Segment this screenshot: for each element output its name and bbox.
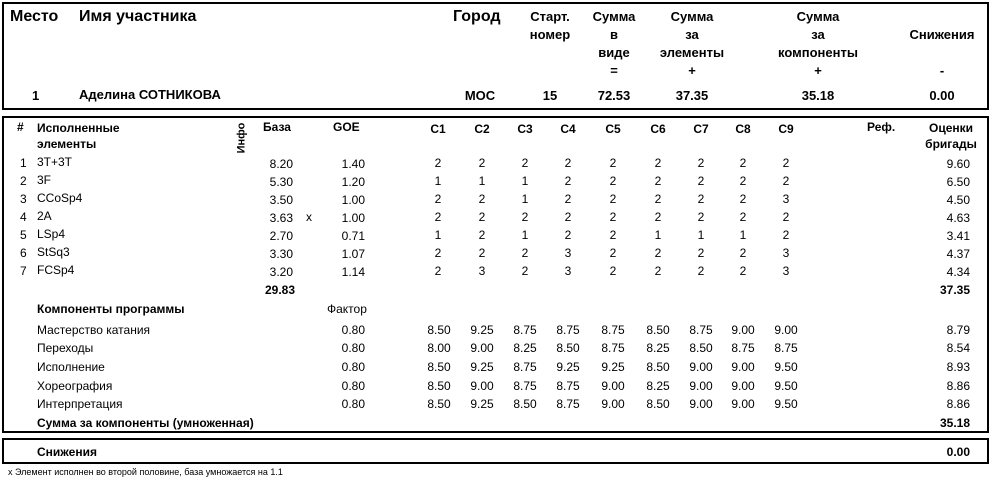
header-name: Имя участника: [79, 8, 197, 25]
judge-score: 8.00: [427, 341, 451, 355]
component-score: 8.86: [946, 397, 970, 411]
judge-score: 2: [782, 210, 790, 224]
col-c9-header: C9: [778, 122, 794, 136]
judge-score: 9.25: [601, 360, 625, 374]
judge-score: 8.25: [646, 341, 670, 355]
elements-score-total: 37.35: [939, 283, 970, 297]
judge-score: 2: [739, 174, 747, 188]
judge-score: 2: [609, 228, 617, 242]
judge-score: 3: [478, 264, 486, 278]
judge-score: 2: [564, 210, 572, 224]
judge-score: 9.00: [689, 360, 713, 374]
judge-score: 2: [478, 246, 486, 260]
judge-score: 9.00: [731, 360, 755, 374]
element-num: 4: [20, 210, 27, 224]
deductions-value: 0.00: [946, 445, 970, 459]
element-info: x: [306, 210, 312, 224]
judge-score: 9.25: [470, 323, 494, 337]
judge-score: 3: [564, 264, 572, 278]
element-goe: 1.14: [341, 265, 365, 279]
element-score: 6.50: [946, 175, 970, 189]
element-base: 3.30: [269, 247, 293, 261]
element-num: 2: [20, 174, 27, 188]
judge-score: 3: [782, 246, 790, 260]
judge-score: 1: [739, 228, 747, 242]
judge-score: 9.25: [470, 360, 494, 374]
judge-score: 1: [434, 228, 442, 242]
judge-score: 8.75: [513, 379, 537, 393]
judge-score: 9.00: [774, 323, 798, 337]
skater-elements: 37.35: [675, 88, 709, 103]
judge-score: 2: [697, 210, 705, 224]
judge-score: 2: [697, 174, 705, 188]
judge-score: 2: [654, 210, 662, 224]
judge-score: 8.50: [646, 323, 670, 337]
judge-score: 2: [609, 192, 617, 206]
judge-score: 2: [478, 228, 486, 242]
skater-total: 72.53: [597, 88, 631, 103]
judge-score: 9.25: [556, 360, 580, 374]
components-total-label: Сумма за компоненты (умноженная): [37, 416, 254, 430]
col-goe-header: GOE: [333, 120, 360, 134]
judge-score: 2: [739, 192, 747, 206]
header-deductions-sign: -: [939, 63, 945, 78]
judge-score: 2: [564, 174, 572, 188]
col-info-header: Инфо: [235, 122, 247, 154]
col-c2-header: C2: [474, 122, 490, 136]
skater-name: Аделина СОТНИКОВА: [79, 87, 221, 102]
skater-components: 35.18: [801, 88, 835, 103]
judge-score: 2: [521, 156, 529, 170]
judge-score: 9.00: [470, 379, 494, 393]
judge-score: 8.75: [731, 341, 755, 355]
judge-score: 2: [478, 156, 486, 170]
judge-score: 8.75: [556, 379, 580, 393]
judge-score: 8.75: [556, 397, 580, 411]
judge-score: 2: [697, 264, 705, 278]
judge-score: 8.50: [427, 397, 451, 411]
component-name: Хореография: [37, 379, 113, 393]
col-ref-header: Реф.: [867, 120, 896, 134]
judge-score: 8.50: [513, 397, 537, 411]
element-code: 2A: [37, 209, 52, 223]
element-score: 4.37: [946, 247, 970, 261]
element-goe: 1.00: [341, 211, 365, 225]
element-goe: 1.07: [341, 247, 365, 261]
judge-score: 1: [521, 192, 529, 206]
deductions-label: Снижения: [37, 445, 97, 459]
col-base-header: База: [263, 120, 291, 134]
col-c6-header: C6: [650, 122, 666, 136]
header-deductions: Снижения: [909, 27, 975, 42]
judge-score: 2: [609, 156, 617, 170]
component-score: 8.54: [946, 341, 970, 355]
judge-score: 9.00: [689, 379, 713, 393]
col-num-header: #: [17, 120, 24, 134]
header-total: Сумма в виде =: [592, 9, 636, 78]
judge-score: 8.25: [513, 341, 537, 355]
component-name: Мастерство катания: [37, 323, 151, 337]
col-executed-header: Исполненные элементы: [37, 121, 120, 151]
judge-score: 8.75: [689, 323, 713, 337]
component-factor: 0.80: [341, 397, 365, 411]
element-score: 9.60: [946, 157, 970, 171]
judge-score: 1: [521, 174, 529, 188]
judge-score: 8.75: [513, 323, 537, 337]
element-num: 7: [20, 264, 27, 278]
judge-score: 8.75: [556, 323, 580, 337]
element-score: 4.34: [946, 265, 970, 279]
element-code: FCSp4: [37, 263, 75, 277]
judge-score: 9.25: [470, 397, 494, 411]
judge-score: 1: [521, 228, 529, 242]
judge-score: 2: [609, 210, 617, 224]
judge-score: 2: [434, 246, 442, 260]
judge-score: 8.50: [427, 360, 451, 374]
header-city: Город: [453, 8, 501, 25]
judge-score: 2: [478, 192, 486, 206]
component-name: Интерпретация: [37, 397, 123, 411]
element-base: 3.20: [269, 265, 293, 279]
element-goe: 1.40: [341, 157, 365, 171]
judge-score: 2: [697, 192, 705, 206]
component-factor: 0.80: [341, 360, 365, 374]
component-factor: 0.80: [341, 323, 365, 337]
judge-score: 2: [609, 264, 617, 278]
deductions-box: [2, 438, 989, 464]
judge-score: 9.50: [774, 360, 798, 374]
judge-score: 9.00: [689, 397, 713, 411]
judge-score: 9.00: [731, 323, 755, 337]
skater-start-no: 15: [542, 88, 558, 103]
col-c5-header: C5: [605, 122, 621, 136]
element-num: 1: [20, 156, 27, 170]
judge-score: 9.50: [774, 397, 798, 411]
components-total: 35.18: [939, 416, 970, 430]
col-c4-header: C4: [560, 122, 576, 136]
element-score: 3.41: [946, 229, 970, 243]
element-base: 3.63: [269, 211, 293, 225]
judge-score: 2: [654, 264, 662, 278]
col-panel-header: Оценки бригады: [925, 121, 977, 151]
element-code: LSp4: [37, 227, 66, 241]
component-score: 8.93: [946, 360, 970, 374]
judge-score: 9.00: [601, 397, 625, 411]
component-factor: 0.80: [341, 341, 365, 355]
component-name: Исполнение: [37, 360, 105, 374]
element-score: 4.63: [946, 211, 970, 225]
judge-score: 2: [434, 264, 442, 278]
element-code: 3F: [37, 173, 52, 187]
judge-score: 2: [739, 210, 747, 224]
element-num: 3: [20, 192, 27, 206]
col-c7-header: C7: [693, 122, 709, 136]
skater-deductions: 0.00: [929, 88, 955, 103]
element-base: 5.30: [269, 175, 293, 189]
skater-place: 1: [32, 88, 40, 103]
judge-score: 3: [782, 264, 790, 278]
judge-score: 2: [564, 228, 572, 242]
judge-score: 2: [739, 156, 747, 170]
header-components: Сумма за компоненты +: [778, 9, 858, 78]
judge-score: 2: [434, 156, 442, 170]
element-goe: 1.00: [341, 193, 365, 207]
judge-score: 8.50: [646, 360, 670, 374]
element-goe: 1.20: [341, 175, 365, 189]
header-place: Место: [10, 8, 59, 25]
judge-score: 2: [697, 156, 705, 170]
judge-score: 9.00: [601, 379, 625, 393]
judge-score: 2: [521, 246, 529, 260]
judge-score: 2: [782, 228, 790, 242]
element-num: 6: [20, 246, 27, 260]
judge-score: 2: [521, 210, 529, 224]
judge-score: 1: [478, 174, 486, 188]
judge-score: 9.00: [731, 379, 755, 393]
component-name: Переходы: [37, 341, 94, 355]
judge-score: 8.50: [646, 397, 670, 411]
judge-score: 8.25: [646, 379, 670, 393]
col-c8-header: C8: [735, 122, 751, 136]
component-score: 8.86: [946, 379, 970, 393]
judge-score: 9.00: [731, 397, 755, 411]
col-c1-header: C1: [430, 122, 446, 136]
element-code: StSq3: [37, 245, 70, 259]
judge-score: 3: [564, 246, 572, 260]
judge-score: 8.75: [601, 323, 625, 337]
header-elements: Сумма за элементы +: [659, 9, 725, 78]
judge-score: 8.50: [427, 379, 451, 393]
element-num: 5: [20, 228, 27, 242]
component-factor: 0.80: [341, 379, 365, 393]
element-base: 3.50: [269, 193, 293, 207]
element-score: 4.50: [946, 193, 970, 207]
judge-score: 2: [654, 174, 662, 188]
judge-score: 1: [697, 228, 705, 242]
judge-score: 8.50: [556, 341, 580, 355]
judge-score: 2: [739, 264, 747, 278]
col-c3-header: C3: [517, 122, 533, 136]
element-code: 3T+3T: [37, 155, 73, 169]
judge-score: 2: [564, 192, 572, 206]
judge-score: 2: [609, 246, 617, 260]
judge-score: 8.75: [774, 341, 798, 355]
element-code: CCoSp4: [37, 191, 83, 205]
component-score: 8.79: [946, 323, 970, 337]
element-base: 2.70: [269, 229, 293, 243]
judge-score: 9.00: [470, 341, 494, 355]
judge-score: 2: [654, 192, 662, 206]
judge-score: 2: [697, 246, 705, 260]
judge-score: 2: [434, 210, 442, 224]
judge-score: 2: [521, 264, 529, 278]
judge-score: 1: [654, 228, 662, 242]
skater-city: МОС: [464, 88, 496, 103]
judge-score: 8.50: [689, 341, 713, 355]
header-start: Старт. номер: [529, 9, 571, 42]
judge-score: 2: [564, 156, 572, 170]
judge-score: 8.75: [601, 341, 625, 355]
factor-header: Фактор: [327, 302, 367, 316]
judge-score: 2: [478, 210, 486, 224]
judge-score: 8.50: [427, 323, 451, 337]
judge-score: 2: [782, 174, 790, 188]
judge-score: 1: [434, 174, 442, 188]
judge-score: 9.50: [774, 379, 798, 393]
judge-score: 2: [739, 246, 747, 260]
element-base: 8.20: [269, 157, 293, 171]
components-title: Компоненты программы: [37, 302, 185, 316]
judge-score: 2: [609, 174, 617, 188]
footnote: x Элемент исполнен во второй половине, база умножается на 1.1: [8, 467, 283, 477]
judge-score: 3: [782, 192, 790, 206]
judge-score: 8.75: [513, 360, 537, 374]
element-goe: 0.71: [341, 229, 365, 243]
base-total: 29.83: [264, 283, 295, 297]
judge-score: 2: [782, 156, 790, 170]
judge-score: 2: [654, 246, 662, 260]
judge-score: 2: [654, 156, 662, 170]
judge-score: 2: [434, 192, 442, 206]
